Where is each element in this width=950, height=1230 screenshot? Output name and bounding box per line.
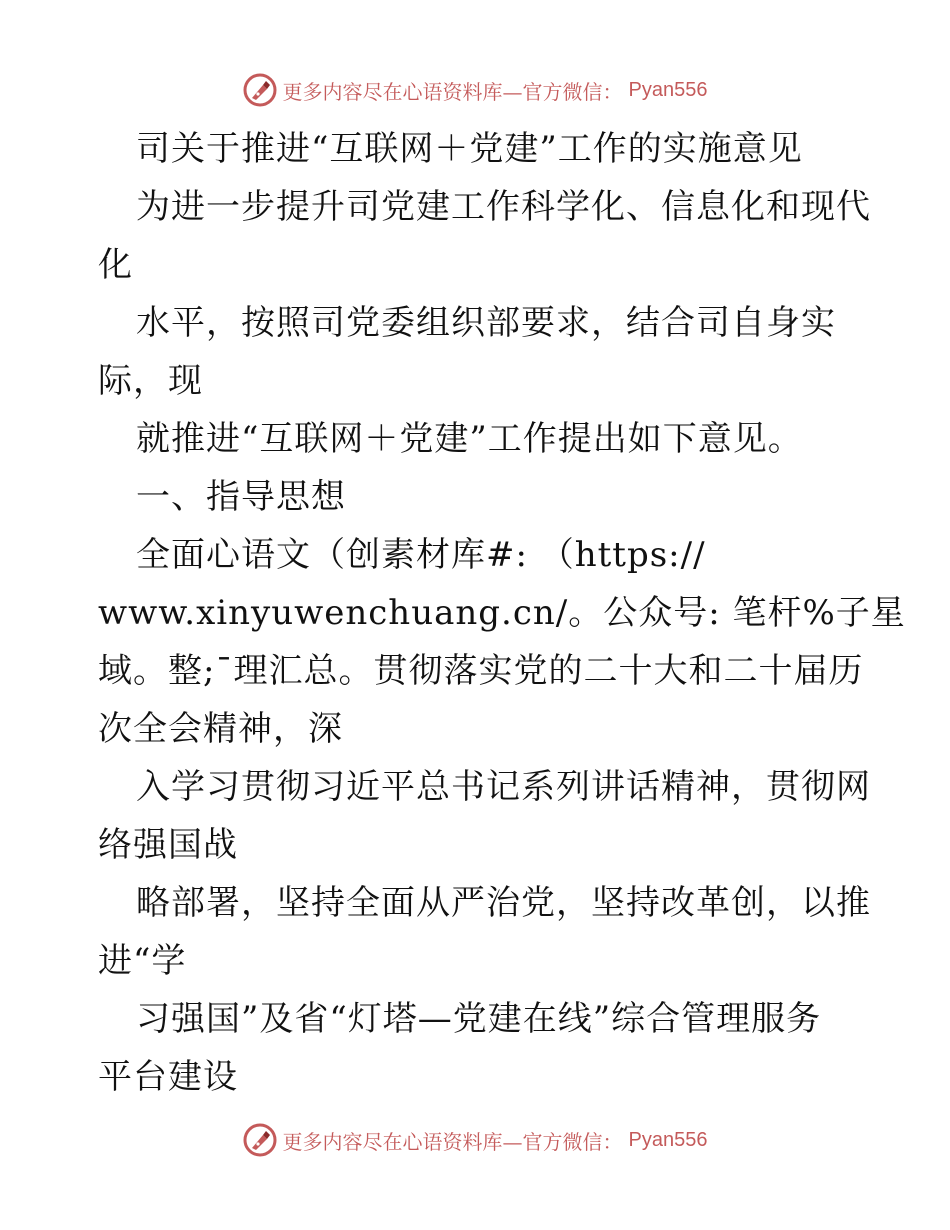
paragraph-line: 就推进“互联网＋党建”工作提出如下意见。 [136,419,803,459]
section-heading: 一、指导思想 [136,477,346,517]
banner-text: 更多内容尽在心语资料库—官方微信： [282,79,623,104]
paragraph-line: 为进一步提升司党建工作科学化、信息化和现代 [136,187,871,227]
paragraph-line: 际，现 [98,361,203,401]
paragraph-line: 全面心语文（创素材库#: （https:// [136,535,706,575]
banner-wechat-id: Pyan556 [628,1128,708,1151]
document-title-line: 司关于推进“互联网＋党建”工作的实施意见 [136,129,803,169]
paragraph-line: 域。整;¯理汇总。贯彻落实党的二十大和二十届历 [98,651,864,691]
paragraph-line-url: www.xinyuwenchuang.cn/。公众号: 笔杆%子星 [98,593,906,633]
paragraph-line: 化 [98,245,133,285]
paragraph-line: 进“学 [98,941,187,981]
banner-wechat-id: Pyan556 [628,78,708,101]
paragraph-line: 习强国”及省“灯塔—党建在线”综合管理服务 [136,999,822,1039]
paragraph-line: 平台建设 [98,1057,238,1097]
header-watermark-banner [0,70,950,110]
pen-nib-logo-icon [243,1123,277,1157]
pen-nib-logo-icon [243,73,277,107]
paragraph-line: 略部署，坚持全面从严治党，坚持改革创，以推 [136,883,871,923]
footer-watermark-banner [0,1120,950,1160]
paragraph-line: 入学习贯彻习近平总书记系列讲话精神，贯彻网 [136,767,871,807]
paragraph-line: 水平，按照司党委组织部要求，结合司自身实 [136,303,836,343]
paragraph-line: 络强国战 [98,825,238,865]
banner-text: 更多内容尽在心语资料库—官方微信： [282,1129,623,1154]
paragraph-line: 次全会精神，深 [98,709,343,749]
document-body [98,120,906,1106]
